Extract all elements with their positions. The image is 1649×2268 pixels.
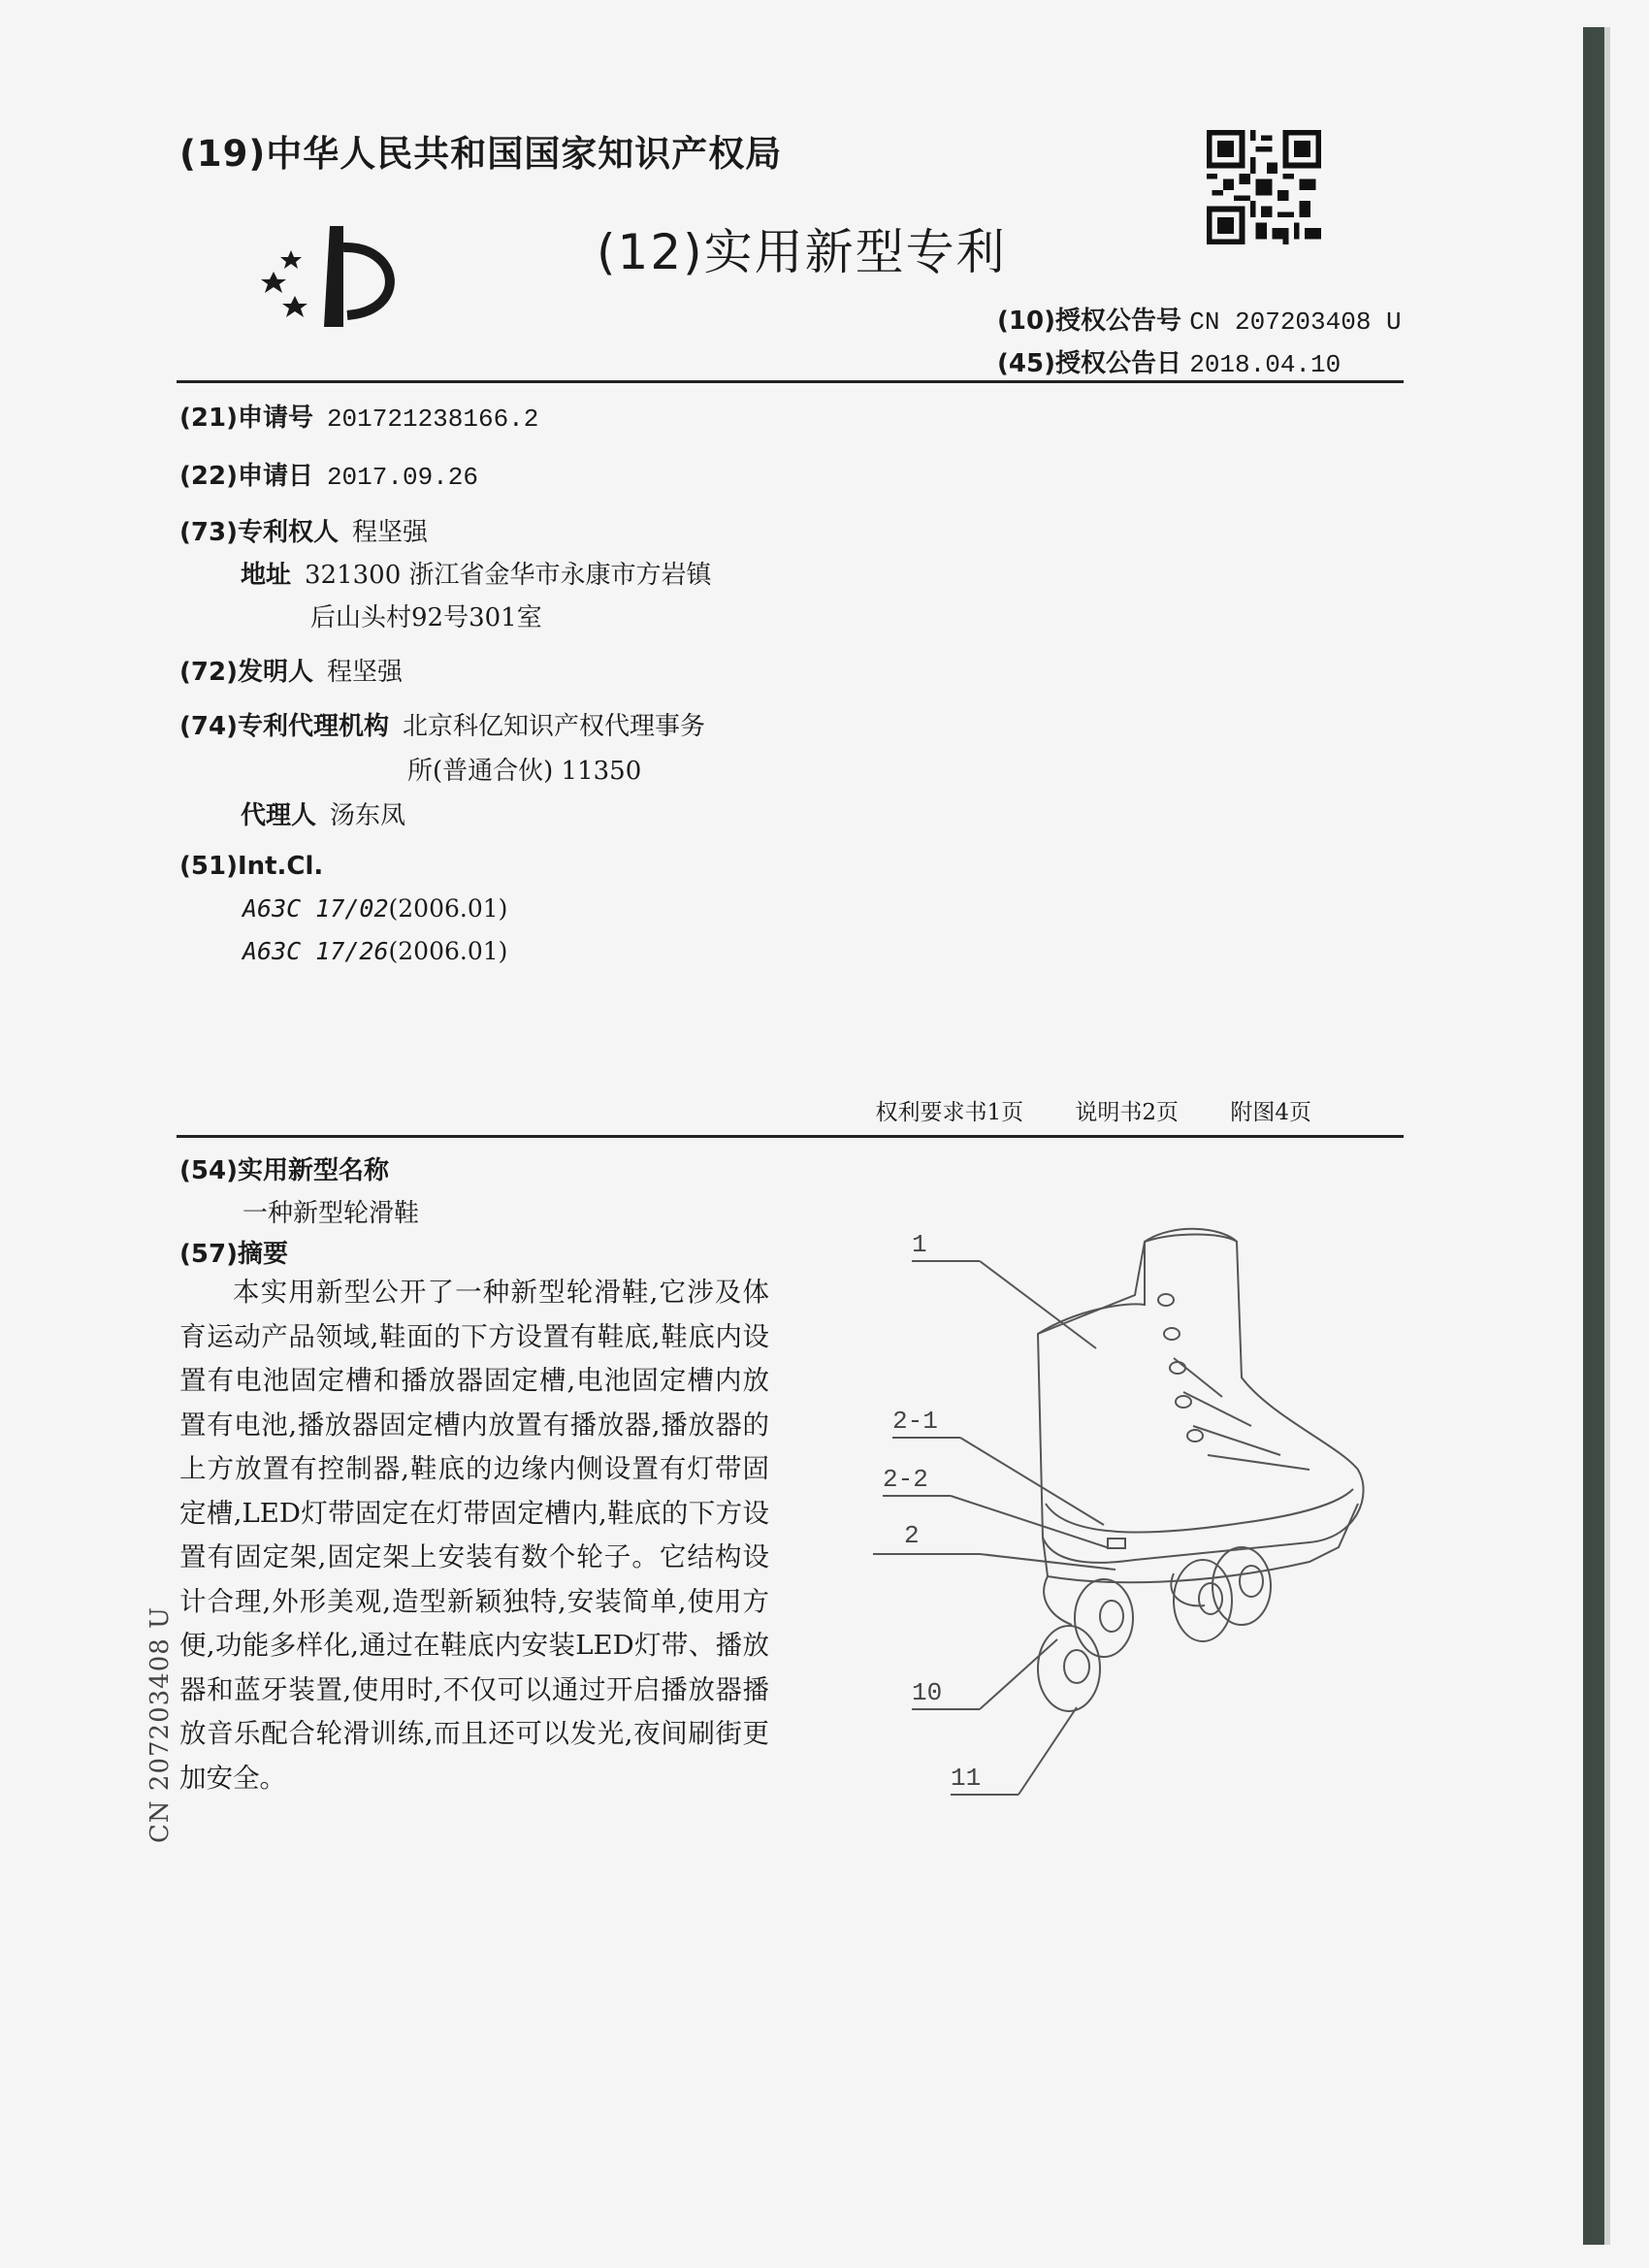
title-label: (54)实用新型名称 [179,1156,389,1185]
publication-number-label: (10)授权公告号 [997,307,1181,336]
agency-line-1: 北京科亿知识产权代理事务 [402,712,705,741]
ipc-code: A63C 17/02 [242,894,389,923]
inventor-row [179,652,403,688]
agent-row [241,795,405,831]
boot-seam [1046,1489,1353,1533]
address-line-2: 后山头村92号301室 [310,603,542,632]
publication-number-row [997,301,1402,337]
abstract-body [179,1271,769,1800]
application-number-row [179,398,538,434]
leader-line [1018,1707,1077,1795]
application-date: 2017.09.26 [326,463,478,492]
fig-label-2-1: 2-1 [892,1407,938,1436]
address-label: 地址 [241,561,292,590]
logo-star-3 [282,296,307,317]
cnipa-logo [254,218,419,335]
office-name: (19)中华人民共和国国家知识产权局 [179,133,783,175]
patentee: 程坚强 [351,518,428,547]
agency-line-2: 所(普通合伙) 11350 [407,757,642,786]
address-row [241,555,712,591]
scan-edge-light [1604,27,1610,2245]
publication-date-row [997,343,1341,379]
ipc-code: A63C 17/26 [242,937,389,965]
address-line-1: 321300 浙江省金华市永康市方岩镇 [305,561,712,590]
patentee-label: (73)专利权人 [179,518,339,547]
application-date-label: (22)申请日 [179,462,313,491]
boot-collar [1038,1242,1145,1334]
page-counts [850,1094,1311,1126]
inventor-label: (72)发明人 [179,658,313,687]
fig-label-1: 1 [912,1230,927,1259]
header-rule [177,380,1404,383]
leader-line [951,1496,1110,1548]
fig-label-11: 11 [951,1764,982,1793]
publication-date: 2018.04.10 [1189,350,1342,379]
abstract-text: 本实用新型公开了一种新型轮滑鞋,它涉及体育运动产品领域,鞋面的下方设置有鞋底,鞋底内设置有电池固定槽和播放器固定槽,电池固定槽内放置有电池,播放器固定槽内放置有播放器,播放器的上方放置有控制器,鞋底的边缘内侧设置有灯带固定槽,LED灯带固定在灯带固定槽内,鞋底的下方设置有固定架,固定架上安装有数个轮子。它结构设计合理,外形美观,造型新颖独特,安装简单,使用方便,功能多样化,通过在鞋底内安装LED灯带、播放器和蓝牙装置,使用时,不仅可以通过开启播放器播放音乐配合轮滑训练,而且还可以发光,夜间刷街更加安全。 [179,1277,769,1794]
front-left-wheel [1174,1560,1232,1641]
inventor: 程坚强 [326,658,403,687]
abstract-label: (57)摘要 [179,1240,288,1269]
leader-line [960,1438,1104,1525]
rear-right-wheel [1075,1579,1133,1657]
ipc-row-1 [242,894,507,923]
fig-label-2-2: 2-2 [883,1465,928,1494]
agency-label: (74)专利代理机构 [179,712,389,741]
application-number: 201721238166.2 [326,405,539,434]
section-rule [177,1135,1404,1138]
document-type: (12)实用新型专利 [597,224,1007,280]
ipc-version: (2006.01) [388,937,508,965]
figure-pages: 附图4页 [1230,1100,1311,1125]
lace-eyelets [1158,1294,1203,1442]
ipc-row-2 [242,937,507,965]
agent-label: 代理人 [241,801,317,830]
front-right-wheel [1212,1547,1271,1625]
qr-code-icon [1207,130,1321,244]
side-publication-code: CN 207203408 U [146,1606,175,1843]
application-number-label: (21)申请号 [179,404,313,433]
leader-line [980,1639,1057,1709]
ipc-version: (2006.01) [388,894,508,923]
int-cl-label: (51)Int.Cl. [179,852,324,881]
publication-date-label: (45)授权公告日 [997,349,1181,378]
fig-label-2: 2 [904,1521,920,1550]
logo-star-1 [261,272,286,293]
roller-skate-figure [854,1213,1397,1814]
claims-pages: 权利要求书1页 [875,1100,1024,1125]
scan-edge-dark [1583,27,1604,2245]
fig-label-10: 10 [912,1678,943,1707]
led-strip [1108,1539,1125,1548]
agent: 汤东凤 [330,801,406,830]
logo-mark [324,226,343,327]
application-date-row [179,456,478,492]
rear-left-wheel [1038,1626,1100,1711]
agency-row [179,706,705,742]
patentee-row [179,512,428,548]
logo-curve [343,247,390,315]
description-pages: 说明书2页 [1075,1100,1180,1125]
logo-star-2 [280,250,302,269]
publication-number: CN 207203408 U [1189,308,1402,337]
utility-model-title: 一种新型轮滑鞋 [242,1199,420,1228]
